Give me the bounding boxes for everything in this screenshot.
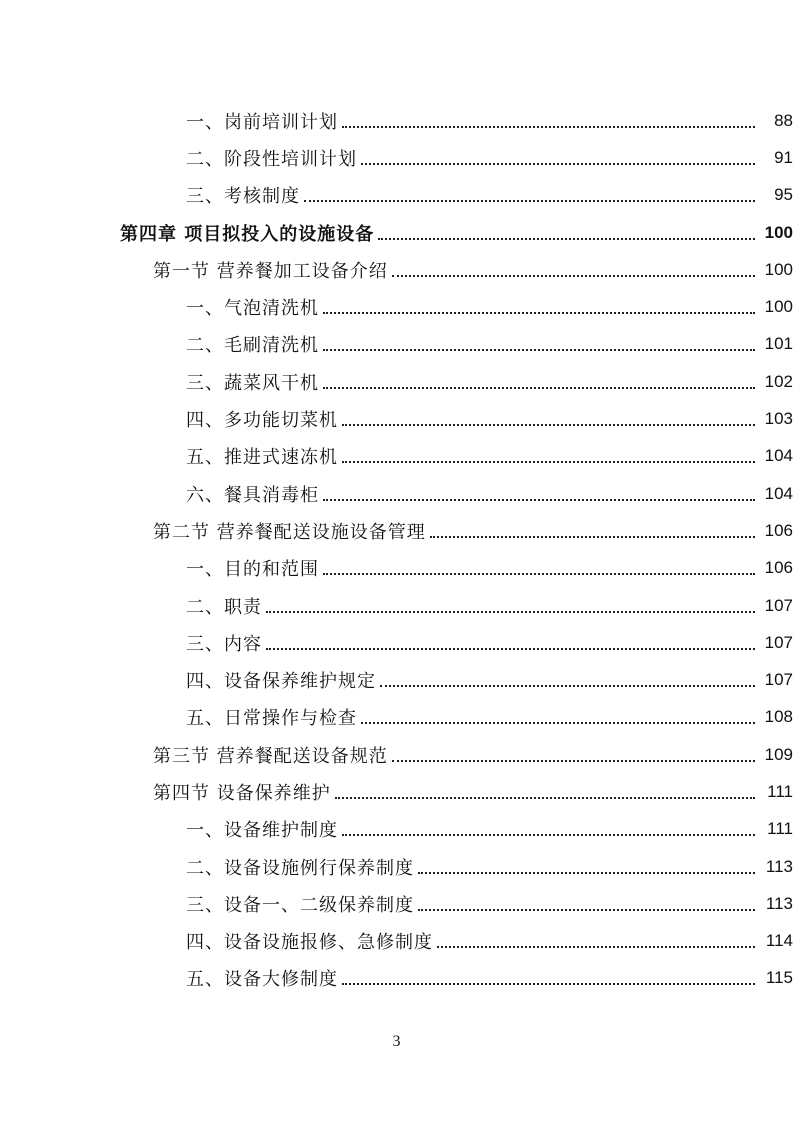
toc-entry[interactable] (0, 102, 793, 139)
toc-entry[interactable] (0, 139, 793, 176)
toc-entry-title: 一、岗前培训计划 (186, 111, 338, 133)
toc-entry[interactable] (0, 960, 793, 997)
toc-entry[interactable] (0, 475, 793, 512)
toc-dot-leader (418, 891, 755, 911)
toc-entry[interactable] (0, 811, 793, 848)
toc-entry-page-number: 114 (765, 931, 793, 951)
toc-entry[interactable] (0, 512, 793, 549)
toc-entry-page-number: 104 (764, 446, 793, 466)
toc-entry[interactable] (0, 587, 793, 624)
toc-dot-leader (323, 294, 755, 314)
toc-dot-leader (342, 816, 755, 836)
toc-entry[interactable] (0, 848, 793, 885)
table-of-contents (0, 102, 793, 997)
toc-entry-title: 第一节 营养餐加工设备介绍 (153, 260, 388, 282)
toc-entry-page-number: 91 (774, 147, 793, 167)
toc-entry-page-number: 115 (765, 968, 793, 988)
toc-entry-page-number: 109 (764, 744, 793, 764)
toc-entry-title: 五、设备大修制度 (186, 969, 338, 991)
toc-entry[interactable] (0, 214, 793, 251)
toc-entry-page-number: 113 (765, 856, 793, 876)
toc-entry-title: 第二节 营养餐配送设施设备管理 (153, 521, 426, 543)
toc-dot-leader (342, 406, 755, 426)
toc-entry-title: 二、毛刷清洗机 (186, 335, 319, 357)
toc-entry-title: 一、目的和范围 (186, 559, 319, 581)
toc-entry-title: 三、内容 (186, 633, 262, 655)
toc-dot-leader (392, 257, 755, 277)
toc-entry-title: 三、考核制度 (186, 186, 300, 208)
toc-dot-leader (335, 779, 755, 799)
toc-entry-page-number: 107 (764, 670, 793, 690)
toc-entry-title: 四、设备设施报修、急修制度 (186, 932, 433, 954)
toc-dot-leader (323, 555, 755, 575)
toc-dot-leader (323, 369, 755, 389)
toc-entry-title: 第四章 项目拟投入的设施设备 (120, 223, 375, 245)
toc-entry[interactable] (0, 288, 793, 325)
toc-entry-page-number: 100 (764, 259, 793, 279)
toc-entry-page-number: 100 (764, 297, 793, 317)
toc-entry-title: 二、阶段性培训计划 (186, 148, 357, 170)
toc-entry[interactable] (0, 736, 793, 773)
toc-entry-page-number: 101 (764, 334, 793, 354)
toc-entry-page-number: 104 (764, 483, 793, 503)
toc-entry-page-number: 111 (767, 819, 793, 839)
toc-dot-leader (380, 667, 755, 687)
toc-entry[interactable] (0, 923, 793, 960)
toc-dot-leader (361, 145, 755, 165)
toc-entry[interactable] (0, 438, 793, 475)
toc-entry-page-number: 107 (764, 595, 793, 615)
toc-entry-title: 五、日常操作与检查 (186, 708, 357, 730)
toc-dot-leader (418, 854, 755, 874)
page-number: 3 (392, 1033, 401, 1050)
toc-entry-title: 二、设备设施例行保养制度 (186, 857, 414, 879)
toc-entry-page-number: 95 (774, 185, 793, 205)
toc-entry[interactable] (0, 550, 793, 587)
toc-dot-leader (378, 220, 755, 240)
toc-dot-leader (437, 928, 755, 948)
toc-dot-leader (266, 630, 755, 650)
toc-entry-title: 三、设备一、二级保养制度 (186, 894, 414, 916)
toc-dot-leader (361, 704, 755, 724)
toc-dot-leader (323, 331, 755, 351)
toc-entry-title: 五、推进式速冻机 (186, 447, 338, 469)
toc-entry-title: 三、蔬菜风干机 (186, 372, 319, 394)
toc-entry-page-number: 111 (767, 781, 793, 801)
toc-entry-title: 一、设备维护制度 (186, 820, 338, 842)
toc-entry-page-number: 108 (764, 707, 793, 727)
toc-dot-leader (342, 965, 755, 985)
toc-entry[interactable] (0, 773, 793, 810)
toc-entry-page-number: 107 (764, 632, 793, 652)
toc-dot-leader (304, 182, 755, 202)
toc-entry[interactable] (0, 400, 793, 437)
toc-dot-leader (430, 518, 755, 538)
toc-entry[interactable] (0, 699, 793, 736)
toc-entry[interactable] (0, 624, 793, 661)
toc-entry[interactable] (0, 661, 793, 698)
toc-entry-title: 四、多功能切菜机 (186, 410, 338, 432)
toc-entry[interactable] (0, 177, 793, 214)
toc-entry-page-number: 88 (774, 110, 793, 130)
toc-entry[interactable] (0, 885, 793, 922)
toc-entry-title: 第三节 营养餐配送设备规范 (153, 745, 388, 767)
toc-entry-title: 四、设备保养维护规定 (186, 671, 376, 693)
toc-dot-leader (266, 593, 755, 613)
toc-entry[interactable] (0, 363, 793, 400)
toc-entry[interactable] (0, 326, 793, 363)
toc-entry-page-number: 106 (764, 558, 793, 578)
toc-entry-page-number: 102 (764, 371, 793, 391)
toc-dot-leader (342, 108, 755, 128)
toc-dot-leader (342, 443, 755, 463)
toc-entry-page-number: 100 (764, 222, 793, 242)
toc-entry[interactable] (0, 251, 793, 288)
toc-entry-title: 二、职责 (186, 596, 262, 618)
toc-entry-title: 第四节 设备保养维护 (153, 782, 331, 804)
toc-entry-title: 六、餐具消毒柜 (186, 484, 319, 506)
toc-entry-page-number: 113 (765, 893, 793, 913)
toc-entry-page-number: 106 (764, 520, 793, 540)
toc-dot-leader (323, 481, 755, 501)
toc-entry-page-number: 103 (764, 409, 793, 429)
toc-entry-title: 一、气泡清洗机 (186, 298, 319, 320)
toc-dot-leader (392, 742, 755, 762)
